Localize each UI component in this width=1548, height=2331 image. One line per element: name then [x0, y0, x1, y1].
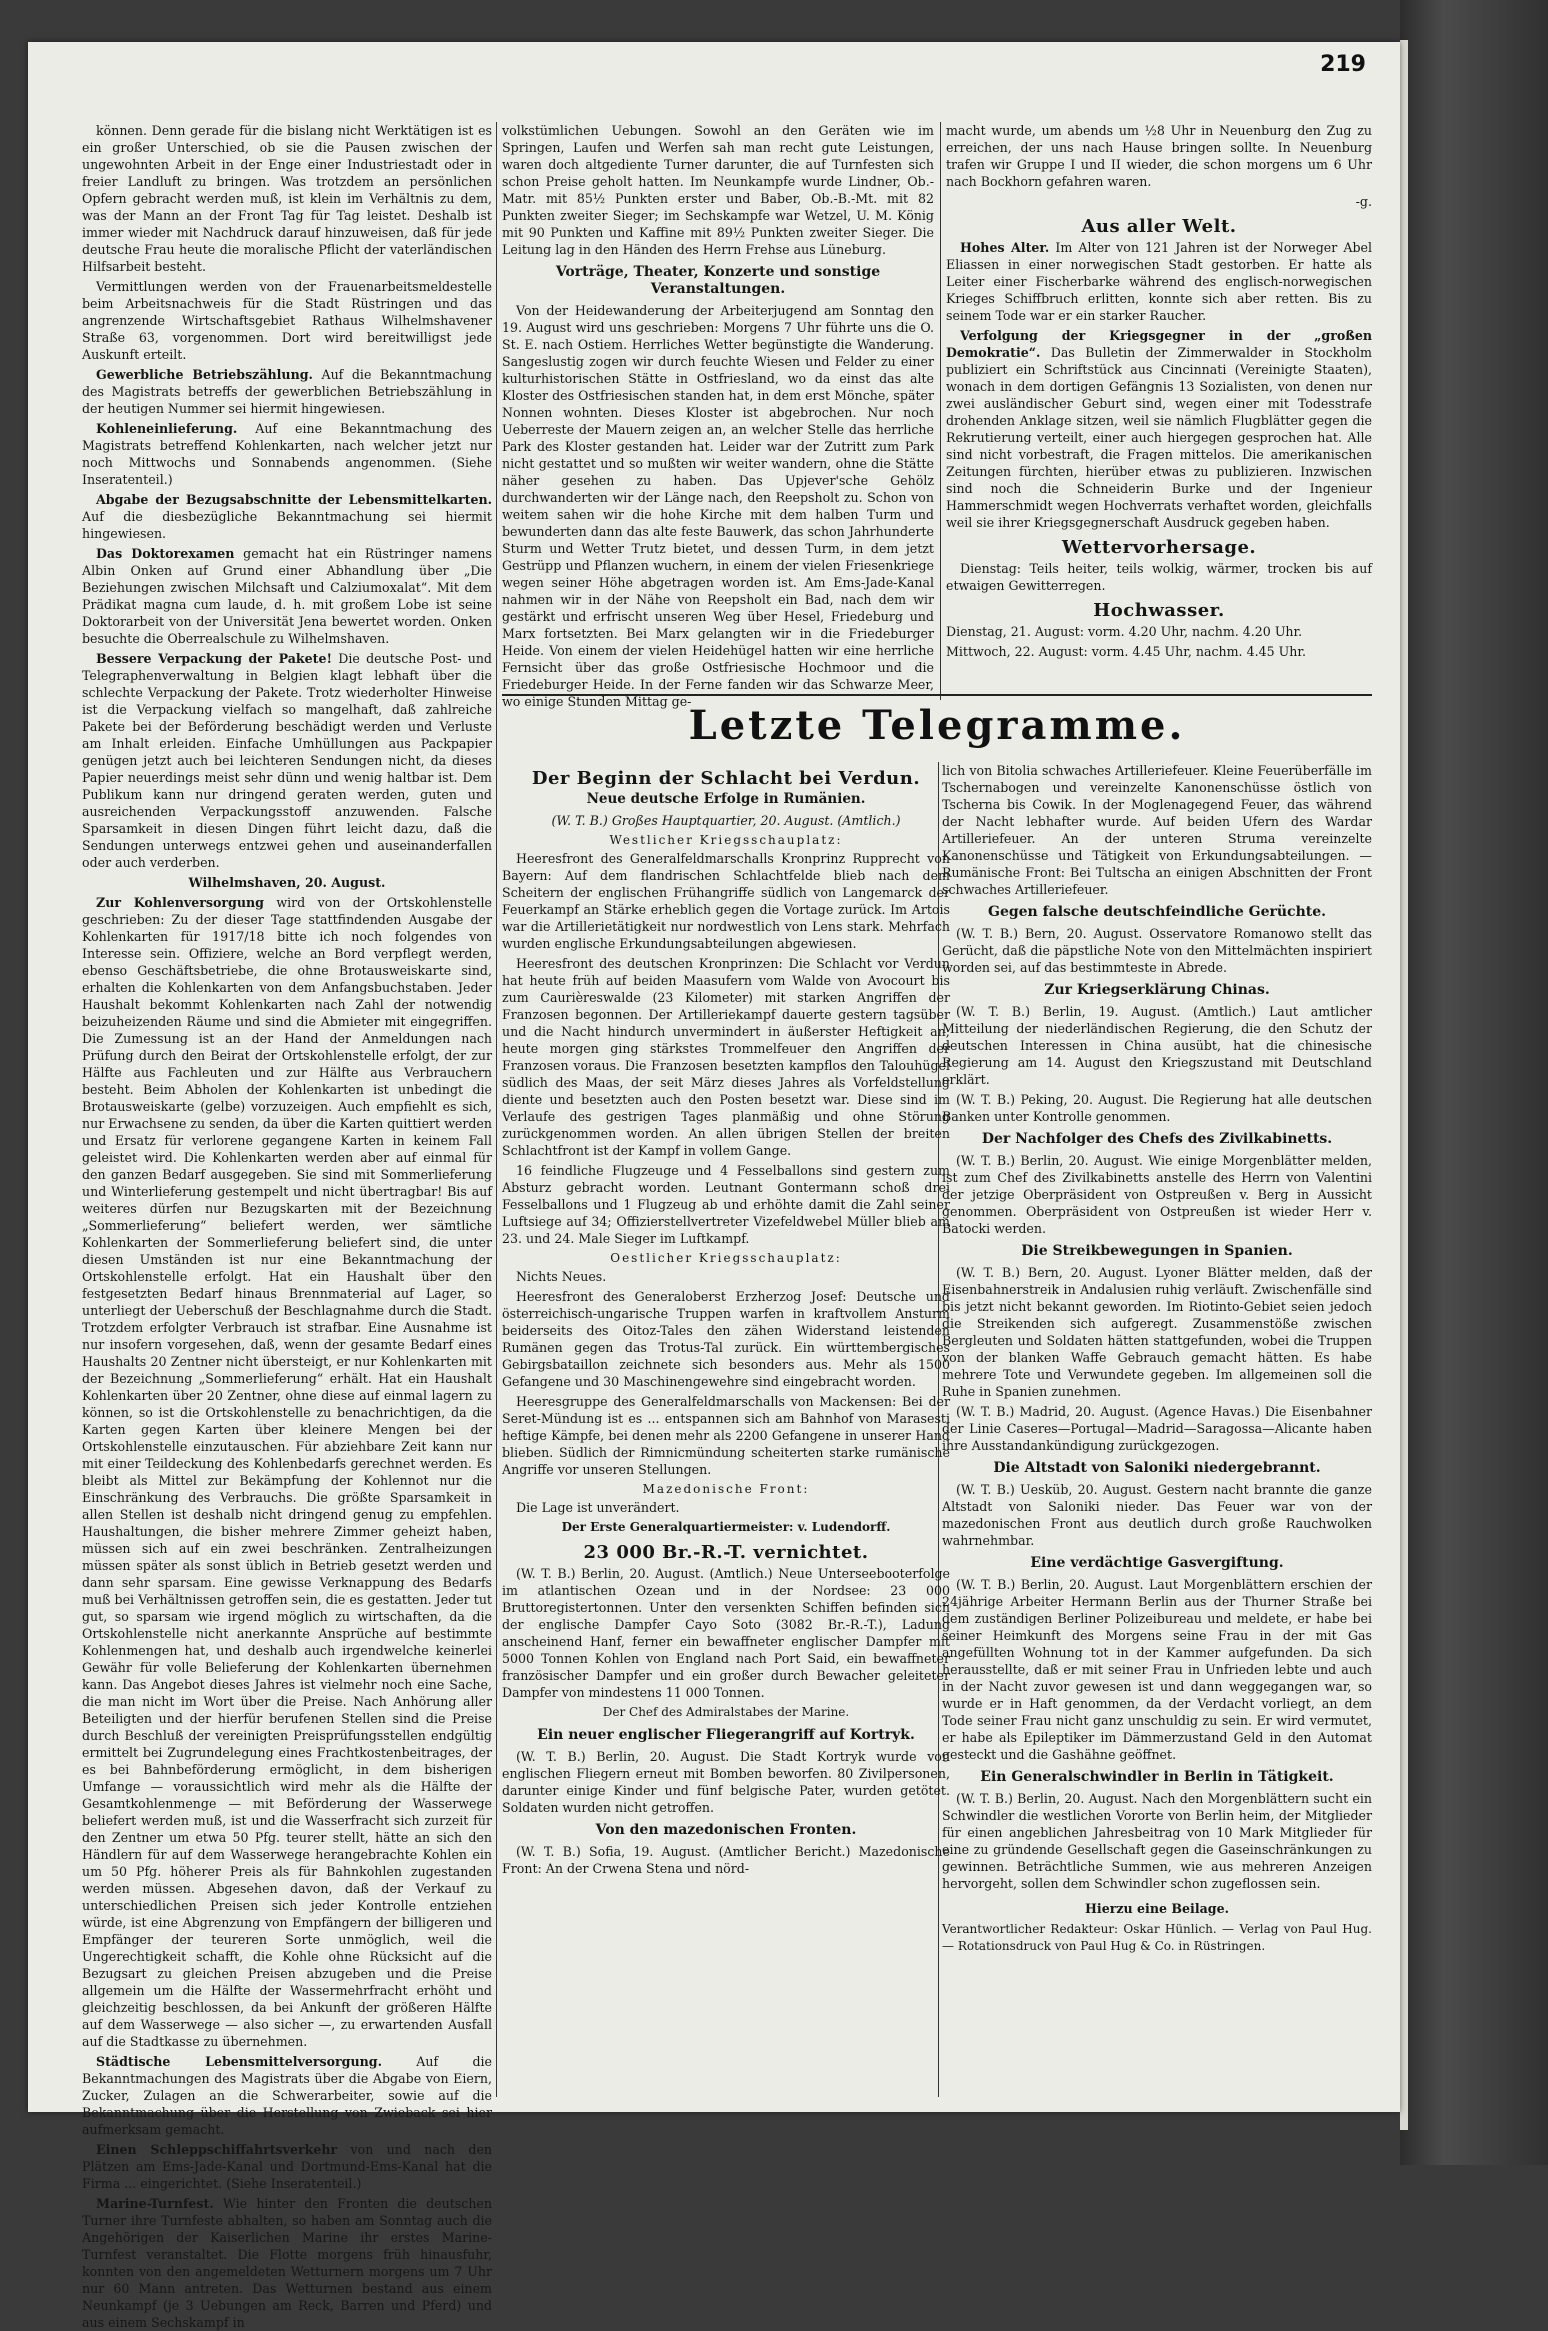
paragraph-text: Wie hinter den Fronten die deutschen Turner ihre Turnfeste abhalten, so haben am Sonntag auch die Angehörigen der Kaiserlichen Marine ihr erstes Marine-Turnfest veranstaltet. Die Flotte morgens früh hinausfuhr, konnten von den angemeldeten Wetturnern morgens um 7 Uhr nur 60 Mann antreten. Das Wetturnen bestand aus einem Neunkampf (je 3 Uebungen am Reck, Barren und Pferd) und aus einem Sechskampf in [82, 2196, 492, 2330]
paragraph: (W. T. B.) Berlin, 20. August. Die Stadt Kortryk wurde von englischen Fliegern erneut mit Bomben beworfen. 80 Zivilpersonen, darunter einige Kinder und fünf belgische Pater, wurden getötet. Soldaten wurden nicht getroffen. [502, 1749, 950, 1815]
section-title: Vorträge, Theater, Konzerte und sonstige Veranstaltungen. [555, 264, 881, 297]
front-label: Mazedonische Front: [642, 1482, 810, 1496]
article-title: Eine verdächtige Gasvergiftung. [1030, 1555, 1284, 1571]
paragraph-heading: Zur Kohlenversorgung [96, 895, 264, 910]
article-title: Die Streikbewegungen in Spanien. [1021, 1243, 1293, 1259]
paragraph: volkstümlichen Uebungen. Sowohl an den Geräten wie im Springen, Laufen und Werfen sah man recht gute Leistungen, waren doch altgediente Turner darunter, die auf Turnfesten sich schon Preise geholt hatten. Im Neunkampfe wurde Lindner, Ob.-Matr. mit 85½ Punkten erster und Baber, Ob.-B.-Mt. mit 82 Punkten zweiter Sieger; im Sechskampfe war Wetzel, U. M. König mit 90 Punkten und Kaffine mit 89½ Punkten zweiter Sieger. Die Leitung lag in den Händen des Herrn Frehse aus Lüneburg. [502, 123, 934, 257]
paragraph-heading: Einen Schleppschiffahrtsverkehr [96, 2142, 338, 2157]
paragraph: (W. T. B.) Bern, 20. August. Lyoner Blätter melden, daß der Eisenbahnerstreik in Andalusien ruhig verläuft. Zwischenfälle sind bis jetzt nicht bekannt geworden. Im Riotinto-Gebiet seien jedoch die Streikenden sich aufgeregt. Zusammenstöße zwischen Bergleuten und Soldaten hätten stattgefunden, wobei die Truppen von der blanken Waffe Gebrauch gemacht hätten. Es habe mehrere Tote und Verwundete gegeben. Im allgemeinen soll die Ruhe in Spanien zunehmen. [942, 1265, 1372, 1399]
paragraph: Heeresfront des Generaloberst Erzherzog Josef: Deutsche und österreichisch-ungarische Truppen warfen in kraftvollem Ansturm beiderseits des Oitoz-Tales den zähen Widerstand leistenden Rumänen gegen das Trotus-Tal zurück. Ein württembergisches Gebirgsbataillon zeichnete sich besonders aus. Mehr als 1500 Gefangene und 30 Maschinengewehre sind eingebracht worden. [502, 1289, 950, 1389]
column-events [502, 122, 934, 709]
paragraph-heading: Gewerbliche Betriebszählung. [96, 367, 313, 382]
signature: Der Erste Generalquartiermeister: v. Ludendorff. [561, 1520, 891, 1534]
paragraph-heading: Verfolgung der Kriegsgegner in der „großen Demokratie“. [946, 328, 1372, 360]
article-title: Gegen falsche deutschfeindliche Gerüchte. [987, 904, 1327, 920]
article-title: Zur Kriegserklärung Chinas. [1044, 982, 1270, 998]
paragraph: Nichts Neues. [516, 1269, 607, 1284]
dateline: Wilhelmshaven, 20. August. [188, 875, 386, 890]
paragraph-text: Auf die Bekanntmachungen des Magistrats über die Abgabe von Eiern, Zucker, Zulagen an die Schwerarbeiter, sowie auf die Bekanntmachung über die Herstellung von Zwieback sei hier aufmerksam gemacht. [82, 2054, 492, 2137]
paragraph: (W. T. B.) Berlin, 20. August. (Amtlich.) Neue Unterseebooterfolge im atlantischen Ozean und in der Nordsee: 23 000 Bruttoregistertonnen. Unter den versenkten Schiffen befinden sich der englische Dampfer Cayo Soto (3082 Br.-R.-T.), Ladung anscheinend Hanf, ferner ein bewaffneter englischer Dampfer mit 5000 Tonnen Kohlen von England nach Port Said, ein bewaffneter französischer Dampfer und ein großer durch Bewacher geleiteter Dampfer von mindestens 11 000 Tonnen. [502, 1566, 950, 1700]
paragraph [946, 327, 1372, 531]
page-number: 219 [1320, 52, 1366, 77]
paragraph-heading: Städtische Lebensmittelversorgung. [96, 2054, 382, 2069]
article-title: 23 000 Br.-R.-T. vernichtet. [583, 1542, 869, 1563]
signature: Der Chef des Admiralstabes der Marine. [602, 1705, 850, 1719]
newspaper-page [28, 42, 1400, 2330]
dateline: (W. T. B.) Großes Hauptquartier, 20. August. (Amtlich.) [551, 813, 901, 828]
paragraph-text: von und nach den Plätzen am Ems-Jade-Kanal und Dortmund-Ems-Kanal hat die Firma ... eingerichtet. (Siehe Inseratenteil.) [82, 2142, 493, 2191]
paragraph: (W. T. B.) Bern, 20. August. Osservatore Romanowo stellt das Gerücht, daß die päpstliche Note von den Mittelmächten inspiriert worden sei, auf das bestimmteste in Abrede. [942, 926, 1372, 975]
column-rule [496, 122, 497, 2097]
section-masthead: Letzte Telegramme. [688, 702, 1186, 749]
paragraph: (W. T. B.) Berlin, 20. August. Laut Morgenblättern erschien der 24jährige Arbeiter Hermann Berlin aus der Thurner Straße bei dem zuständigen Berliner Polizeibureau und meldete, er habe bei seiner Heimkunft des Morgens seine Frau in der mit Gas angefüllten Wohnung tot in der Kammer aufgefunden. Da sich herausstellte, daß er mit seiner Frau in Unfrieden lebte und auch in der Nacht zuvor gewesen ist und dann weggegangen war, so wurde er in Haft genommen, da der Verdacht vorliegt, an dem Tode seiner Frau nicht ganz unschuldig zu sein. Er wird vermutet, er habe als Epileptiker im Dämmerzustand Geld in den Automat gesteckt und die Gashähne geöffnet. [942, 1577, 1372, 1762]
paragraph [82, 366, 492, 417]
paragraph [82, 420, 492, 488]
column-telegrams-left [502, 762, 950, 2097]
paragraph: (W. T. B.) Madrid, 20. August. (Agence Havas.) Die Eisenbahner der Linie Caseres—Portugal—Madrid—Saragossa—Alicante haben ihre Ausstandankündigung zurückgezogen. [942, 1404, 1372, 1453]
paragraph: (W. T. B.) Sofia, 19. August. (Amtlicher Bericht.) Mazedonische Front: An der Crwena Stena und nörd- [502, 1844, 950, 1876]
paragraph: macht wurde, um abends um ½8 Uhr in Neuenburg den Zug zu erreichen, der uns nach Hause bringen sollte. In Neuenburg trafen wir Gruppe I und II wieder, die schon morgens um 6 Uhr nach Bockhorn gefahren waren. [946, 123, 1372, 189]
paragraph: Heeresfront des deutschen Kronprinzen: Die Schlacht vor Verdun hat heute früh auf beiden Maasufern vom Walde von Avocourt bis zum Caurièreswalde (23 Kilometer) mit starken Angriffen der Franzosen begonnen. Der Artilleriekampf dauerte gestern tagsüber und die Nacht hindurch unvermindert in äußerster Heftigkeit an; heute morgen ging stärkstes Trommelfeuer den Angriffen der Franzosen voraus. Die Franzosen besetzten kampflos den Talouhügel südlich des Maas, der seit März dieses Jahres als Vorfeldstellung diente und besetzten auch den Posten besetzt war. Diese sind im Verlaufe des gestrigen Tages planmäßig und ohne Störung zurückgenommen worden. An allen übrigen Stellen der breiten Schlachtfront ist der Kampf in vollem Gange. [502, 956, 950, 1158]
column-world [946, 122, 1372, 700]
paragraph: Von der Heidewanderung der Arbeiterjugend am Sonntag den 19. August wird uns geschrieben: Morgens 7 Uhr führte uns die O. St. E. nach Ostiem. Herrliches Wetter begünstigte die Wanderung. Sangeslustig zogen wir durch feuchte Wiesen und Felder zu einer kulturhistorischen Stätte in Ostfriesland, wo da einst das alte Kloster des Ostfriesischen standen hat, in dem erst Mönche, später Nonnen wohnten. Dieses Kloster ist abgebrochen. Nur noch Ueberreste der Mauern zeigen an, an welcher Stelle das herrliche Park des Kloster gestanden hat. Leider war der Zutritt zum Park nicht gestattet und so mußten wir weiter wandern, ohne die Stätte näher gesehen zu haben. Das Upjever'sche Gehölz durchwanderten wir der Länge nach, den Reepsholt zu. Schon von weitem sahen wir die hohe Kirche mit dem halben Turm und bewunderten dann das alte feste Bauwerk, das schon Jahrhunderte Sturm und Wetter Trutz bietet, und dessen Turm, in dem jetzt Gestrüpp und Pflanzen wuchern, in einem der vielen Friesenkriege wegen seiner Höhe abgetragen worden ist. Am Ems-Jade-Kanal nahmen wir in der Nähe von Reepsholt ein Bad, nach dem wir gestärkt und erfrischt unseren Weg über Hesel, Friedeburg und Marx fortsetzten. Bei Marx gelangten wir in die Friedeburger Heide. Von einem der vielen Heidehügel hatten wir eine herrliche Fernsicht über das große Ostfriesische Hochmoor und die Friedeburger Heide. In der Ferne fanden wir das Schwarze Meer, wo einige Stunden Mittag ge- [502, 303, 934, 709]
column-local-news [82, 122, 493, 2330]
column-telegrams-right [942, 762, 1372, 2097]
paragraph: (W. T. B.) Uesküb, 20. August. Gestern nacht brannte die ganze Altstadt von Saloniki nieder. Das Feuer war von der mazedonischen Front aus deutlich durch große Rauchwolken wahrnehmbar. [942, 1482, 1372, 1548]
section-title: Wettervorhersage. [1061, 537, 1257, 558]
paragraph [82, 650, 492, 871]
paragraph: 16 feindliche Flugzeuge und 4 Fesselballons sind gestern zum Absturz gebracht worden. Leutnant Gontermann schoß drei Fesselballons und 1 Flugzeug ab und erhöhte damit die Zahl seiner Luftsiege auf 34; Offizierstellvertreter Vizefeldwebel Müller blieb am 23. und 24. Male Sieger im Luftkampf. [502, 1163, 950, 1246]
tide-row: Dienstag, 21. August: vorm. 4.20 Uhr, nachm. 4.20 Uhr. [946, 624, 1303, 639]
article-title: Von den mazedonischen Fronten. [595, 1822, 857, 1838]
paragraph [82, 545, 492, 647]
author-sign: -g. [1355, 194, 1372, 209]
paragraph [946, 239, 1372, 324]
article-subtitle: Neue deutsche Erfolge in Rumänien. [586, 791, 866, 807]
page-edge [1400, 40, 1408, 2130]
paragraph-text: Das Bulletin der Zimmerwalder in Stockholm publiziert ein Schriftstück aus Cincinnati (Vereinigte Staaten), wonach in dem dortigen Gefängnis 13 Sozialisten, von denen nur zwei ausländischer Geburt sind, wegen einer mit Todesstrafe drohenden Anklage sitzen, weil sie nämlich Flugblätter gegen die Rekrutierung verteilt, einer auch hiergegen gesprochen hat. Alle sind nicht vorbestraft, die Fragen mittelos. Die amerikanischen Zeitungen fürchten, hierüber etwas zu publizieren. Inzwischen sind noch die Schneiderin Burke und der Ingenieur Hammerschmidt wegen Hochverrats verhaftet worden, gleichfalls weil sie ihrer Kriegsgegnerschaft Ausdruck gegeben haben. [946, 345, 1372, 530]
paragraph-text: Auf die Bekanntmachung des Magistrats betreffs der gewerblichen Betriebszählung in der heutigen Nummer sei hiermit hingewiesen. [82, 367, 492, 416]
front-label: Westlicher Kriegsschauplatz: [609, 833, 843, 847]
paragraph [82, 2053, 492, 2138]
paragraph: (W. T. B.) Berlin, 19. August. (Amtlich.) Laut amtlicher Mitteilung der niederländischen Regierung, die den Schutz der deutschen Interessen in China ausübt, hat die chinesische Regierung am 14. August den Kriegszustand mit Deutschland erklärt. [942, 1004, 1372, 1087]
article-title: Ein Generalschwindler in Berlin in Tätigkeit. [980, 1769, 1334, 1785]
paragraph: Heeresfront des Generalfeldmarschalls Kronprinz Rupprecht von Bayern: Auf dem flandrischen Schlachtfelde blieb nach dem Scheitern der englischen Frühangriffe südlich von Langemarck der Feuerkampf an Stärke erheblich gegen die Vortage zurück. Im Artois war die Artillerietätigkeit nur nordwestlich von Lens stark. Mehrfach wurden englische Erkundungsabteilungen abgewiesen. [502, 851, 950, 951]
paragraph: Vermittlungen werden von der Frauenarbeitsmeldestelle beim Arbeitsnachweis für die Stadt Rüstringen und das angrenzende Wirtschaftsgebiet Rathaus Wilhelmshavener Straße 63, vorgenommen. Dort wird bereitwilligst jede Auskunft erteilt. [82, 279, 492, 362]
binding [1400, 0, 1548, 2165]
paragraph: (W. T. B.) Berlin, 20. August. Nach den Morgenblättern sucht ein Schwindler die westlichen Vororte von Berlin heim, der Mitglieder für einen angeblichen Jahresbeitrag von 10 Mark Mitglieder für eine zu gründende Gesellschaft gegen die Gaseinschränkungen zu gewinnen. Beträchtliche Summen, wie aus mehreren Anzeigen hervorgeht, sollen dem Schwindler schon zugeflossen sein. [942, 1791, 1372, 1891]
paragraph: (W. T. B.) Peking, 20. August. Die Regierung hat alle deutschen Banken unter Kontrolle genommen. [942, 1092, 1372, 1124]
paragraph: lich von Bitolia schwaches Artilleriefeuer. Kleine Feuerüberfälle im Tschernabogen und vereinzelte Kanonenschüsse östlich von Tscherna bis Cowik. In der Moglenagegend Feuer, das während der Nacht lebhafter wurde. Auf beiden Ufern des Wardar Artilleriefeuer. An der unteren Struma vereinzelte Kanonenschüsse und Tätigkeit von Erkundungsabteilungen. — Rumänische Front: Bei Tultscha an einigen Abschnitten der Front schwaches Artilleriefeuer. [942, 763, 1372, 897]
front-label: Oestlicher Kriegsschauplatz: [610, 1251, 842, 1265]
paragraph-heading: Abgabe der Bezugsabschnitte der Lebensmittelkarten. [96, 492, 492, 507]
tide-row: Mittwoch, 22. August: vorm. 4.45 Uhr, nachm. 4.45 Uhr. [946, 644, 1306, 659]
paragraph [82, 894, 492, 2050]
paragraph-text: Auf die diesbezügliche Bekanntmachung sei hiermit hingewiesen. [82, 509, 492, 541]
article-title: Der Nachfolger des Chefs des Zivilkabinetts. [981, 1131, 1333, 1147]
section-title: Aus aller Welt. [1081, 216, 1237, 237]
paragraph-text: wird von der Ortskohlenstelle geschrieben: Zu der dieser Tage stattfindenden Ausgabe der Kohlenkarten für 1917/18 bitte ich noch folgendes von Interesse sein. Offiziere, welche an Bord verpflegt werden, ebenso Geschäftsbetriebe, die ohne Brotausweiskarte sind, erhalten die Kohlenkarten von dem Anfangsbuchstaben. Jeder Haushalt bekommt Kohlenkarten nach Zahl der notwendig beizuheizenden Räume und sind die Abmieter mit eingegriffen. Die Zumessung ist an der Hand der Anmeldungen nach Prüfung durch den Beirat der Ortskohlenstelle erfolgt, der zur Hälfte aus Fachleuten und zur Hälfte aus Verbrauchern besteht. Beim Abholen der Kohlenkarten ist unbedingt die Brotausweiskarte (gelbe) vorzuzeigen. Auch empfiehlt es sich, nur Erwachsene zu senden, da über die Karten quittiert werden und Ersatz für verlorene gegangene Karten in keinem Fall geleistet wird. Die Kohlenkarten werden aber auf einmal für den ganzen Bedarf ausgegeben. Sie sind mit Sommerlieferung und Winterlieferung gestempelt und nicht übertragbar! Bis auf weiteres dürfen nur Bezugskarten mit der Bezeichnung „Sommerlieferung“ beliefert werden, wer sämtliche Kohlenkarten der Sommerlieferung beliefert sind, die unter diesen Umständen ist nur eine Bekanntmachung der Ortskohlenstelle erfolgt. Hat ein Haushalt über den festgesetzten Bedarf hinaus Brennmaterial auf Lager, so unterliegt der Ueberschuß der Beschlagnahme durch die Stadt. Trotzdem erfolgter Verbrauch ist strafbar. Eine Ausnahme ist nur insofern vorgesehen, daß, wenn der gesamte Bedarf eines Haushalts 20 Zentner nicht übersteigt, er nur Kohlenkarten mit der Bezeichnung „Sommerlieferung“ erhält. Hat ein Haushalt Kohlenkarten über 20 Zentner, ohne diese auf einmal lagern zu können, so ist die Ortskohlenstelle zu benachrichtigen, da die Karten gegen Karten über kleinere Mengen bei der Ortskohlenstelle einzutauschen. Für abziehbare Zeit kann nur mit einer Teildeckung des Kohlenbedarfs gerechnet werden. Es bleibt als Mittel zur Bekämpfung der Kohlennot nur die Einschränkung des Verbrauchs. Die größte Sparsamkeit in allen Stellen ist deshalb nicht dringend genug zu empfehlen. Haushaltungen, die bisher mehrere Zimmer geheizt haben, müssen sich auf ein zwei beschränken. Zentralheizungen müssen später als sonst üblich in Betrieb gesetzt werden und dann sehr sparsam. Eine gewisse Verknappung des Bedarfs muß bei Verhältnissen getroffen sein, die es gestatten. Jeder tut gut, so sparsam wie irgend möglich zu wirtschaften, da die Ortskohlenstelle nicht anerkannte Ansprüche auf bestimmte Kohlenmengen hat, und deshalb auch irgendwelche keinerlei Gewähr für volle Belieferung der Kohlenkarten übernehmen kann. Das Angebot dieses Jahres ist vielmehr noch eine Sache, die man nicht im Wort über die Preise. Nach Anhörung aller Beteiligten und der hierfür berufenen Stellen sind die Preise durch Beschluß der vereinigten Preisprüfungsstellen endgültig ermittelt bei Zugrundelegung eines Frachtkostenbeitrages, der es bei Bahnbeförderung ermöglicht, in dem bisherigen Umfange — voraussichtlich wird mehr als die Hälfte der Gesamtkohlenmenge — mit Beförderung der Wasserwege beliefert werden muß, ist und die Wasserfracht sich zurzeit für den Zentner um etwa 50 Pfg. teurer stellt, hätte an sich den Händlern für auf dem Wasserwege herangebrachte Kohlen ein um 50 Pfg. höherer Preis als für Bahnkohlen zugestanden werden müssen. Abgesehen davon, daß der Verkauf zu unterschiedlichen Preisen sich jeder Kontrolle entziehen würde, ist eine Abgrenzung von Empfängern der billigeren und Empfänger der teureren Sorte unmöglich, weil die Ungerechtigkeit schafft, die Kohle ohne Rücksicht auf die Bezugsart zu gleichen Preisen abzugeben und die Preise allgemein um die Hälfte der Wassermehrfracht erhöht und gleichzeitig beschlossen, da bei Ankunft der größeren Hälfte auf dem Wasserwege — also sicher —, zu erwartenden Ausfall auf die Stadtkasse zu übernehmen. [82, 895, 492, 2049]
column-rule [940, 122, 941, 700]
paragraph-text: Die deutsche Post- und Telegraphenverwaltung in Belgien klagt lebhaft über die schlechte Verpackung der Pakete. Trotz wiederholter Hinweise ist die Verpackung vielfach so mangelhaft, daß zahlreiche Pakete bei der Beförderung beschädigt werden und Verluste am Inhalt erleiden. Einfache Umhüllungen aus Packpapier genügen jetzt auch bei leichteren Sendungen nicht, da dieses Papier neuerdings meist sehr dünn und wenig haltbar ist. Dem Publikum kann nur dringend geraten werden, guten und ausreichenden Verpackungsstoff anzuwenden. Falsche Sparsamkeit in diesen Dingen führt leicht dazu, daß die Sendungen unterwegs entzwei gehen und auseinanderfallen oder auch verderben. [82, 651, 492, 870]
paragraph: Die Lage ist unverändert. [516, 1500, 680, 1515]
section-title: Hochwasser. [1093, 600, 1225, 621]
paragraph: können. Denn gerade für die bislang nicht Werktätigen ist es ein großer Unterschied, ob sie die Pausen zwischen der ungewohnten Arbeit in der Enge einer Industriestadt oder in freier Landluft zu bringen. Was trotzdem an persönlichen Opfern gebracht werden muß, ist klein im Verhältnis zu dem, was der Mann an der Front Tag für Tag leistet. Deshalb ist immer wieder mit Nachdruck darauf hinzuweisen, daß für jede deutsche Frau heute die moralische Pflicht der vaterländischen Hilfsarbeit besteht. [82, 123, 492, 274]
paragraph-heading: Hohes Alter. [960, 240, 1050, 255]
paragraph-text: gemacht hat ein Rüstringer namens Albin Onken auf Grund einer Abhandlung über „Die Beziehungen zwischen Milchsaft und Calziumoxalat“. Mit dem Prädikat magna cum laude, d. h. mit großem Lobe ist seine Doktorarbeit von der Universität Jena bewertet worden. Onken besuchte die Oberrealschule zu Wilhelmshaven. [82, 546, 492, 646]
paragraph-heading: Marine-Turnfest. [96, 2196, 214, 2211]
imprint: Verantwortlicher Redakteur: Oskar Hünlich. — Verlag von Paul Hug. — Rotationsdruck von Paul Hug & Co. in Rüstringen. [942, 1922, 1372, 1953]
paragraph-text: Im Alter von 121 Jahren ist der Norweger Abel Eliassen in einer norwegischen Stadt gestorben. Er hatte als Leiter einer Fischerbarke während des englisch-norwegischen Krieges Schiffbruch erlitten, konnte sich aber retten. Bis zu seinem Tode war er ein starker Raucher. [946, 240, 1372, 323]
supplement-note: Hierzu eine Beilage. [1085, 1901, 1229, 1916]
article-title: Der Beginn der Schlacht bei Verdun. [531, 768, 921, 789]
paragraph-heading: Bessere Verpackung der Pakete! [96, 651, 332, 666]
article-title: Die Altstadt von Saloniki niedergebrannt. [993, 1460, 1321, 1476]
article-title: Ein neuer englischer Fliegerangriff auf Kortryk. [537, 1727, 915, 1743]
paragraph [82, 2195, 492, 2331]
paragraph: Heeresgruppe des Generalfeldmarschalls von Mackensen: Bei der Seret-Mündung ist es ... entspannen sich am Bahnhof von Marasesti heftige Kämpfe, bei denen mehr als 2200 Gefangene in unserer Hand blieben. Südlich der Rimnicmündung scheiterten starke rumänische Angriffe vor unseren Stellungen. [502, 1394, 950, 1477]
paragraph-heading: Kohleneinlieferung. [96, 421, 238, 436]
paragraph [82, 491, 492, 542]
paragraph: (W. T. B.) Berlin, 20. August. Wie einige Morgenblätter melden, ist zum Chef des Zivilkabinetts anstelle des Herrn von Valentini der jetzige Oberpräsident von Ostpreußen v. Berg in Aussicht genommen. Oberpräsident von Ostpreußen ist wieder Herr v. Batocki werden. [942, 1153, 1372, 1236]
weather-forecast: Dienstag: Teils heiter, teils wolkig, wärmer, trocken bis auf etwaigen Gewitterregen. [946, 561, 1372, 593]
paragraph [82, 2141, 492, 2192]
paragraph-text: Auf eine Bekanntmachung des Magistrats betreffend Kohlenkarten, nach welcher jetzt nur noch Mittwochs und Sonnabends angenommen. (Siehe Inseratenteil.) [82, 421, 492, 487]
paragraph-heading: Das Doktorexamen [96, 546, 235, 561]
